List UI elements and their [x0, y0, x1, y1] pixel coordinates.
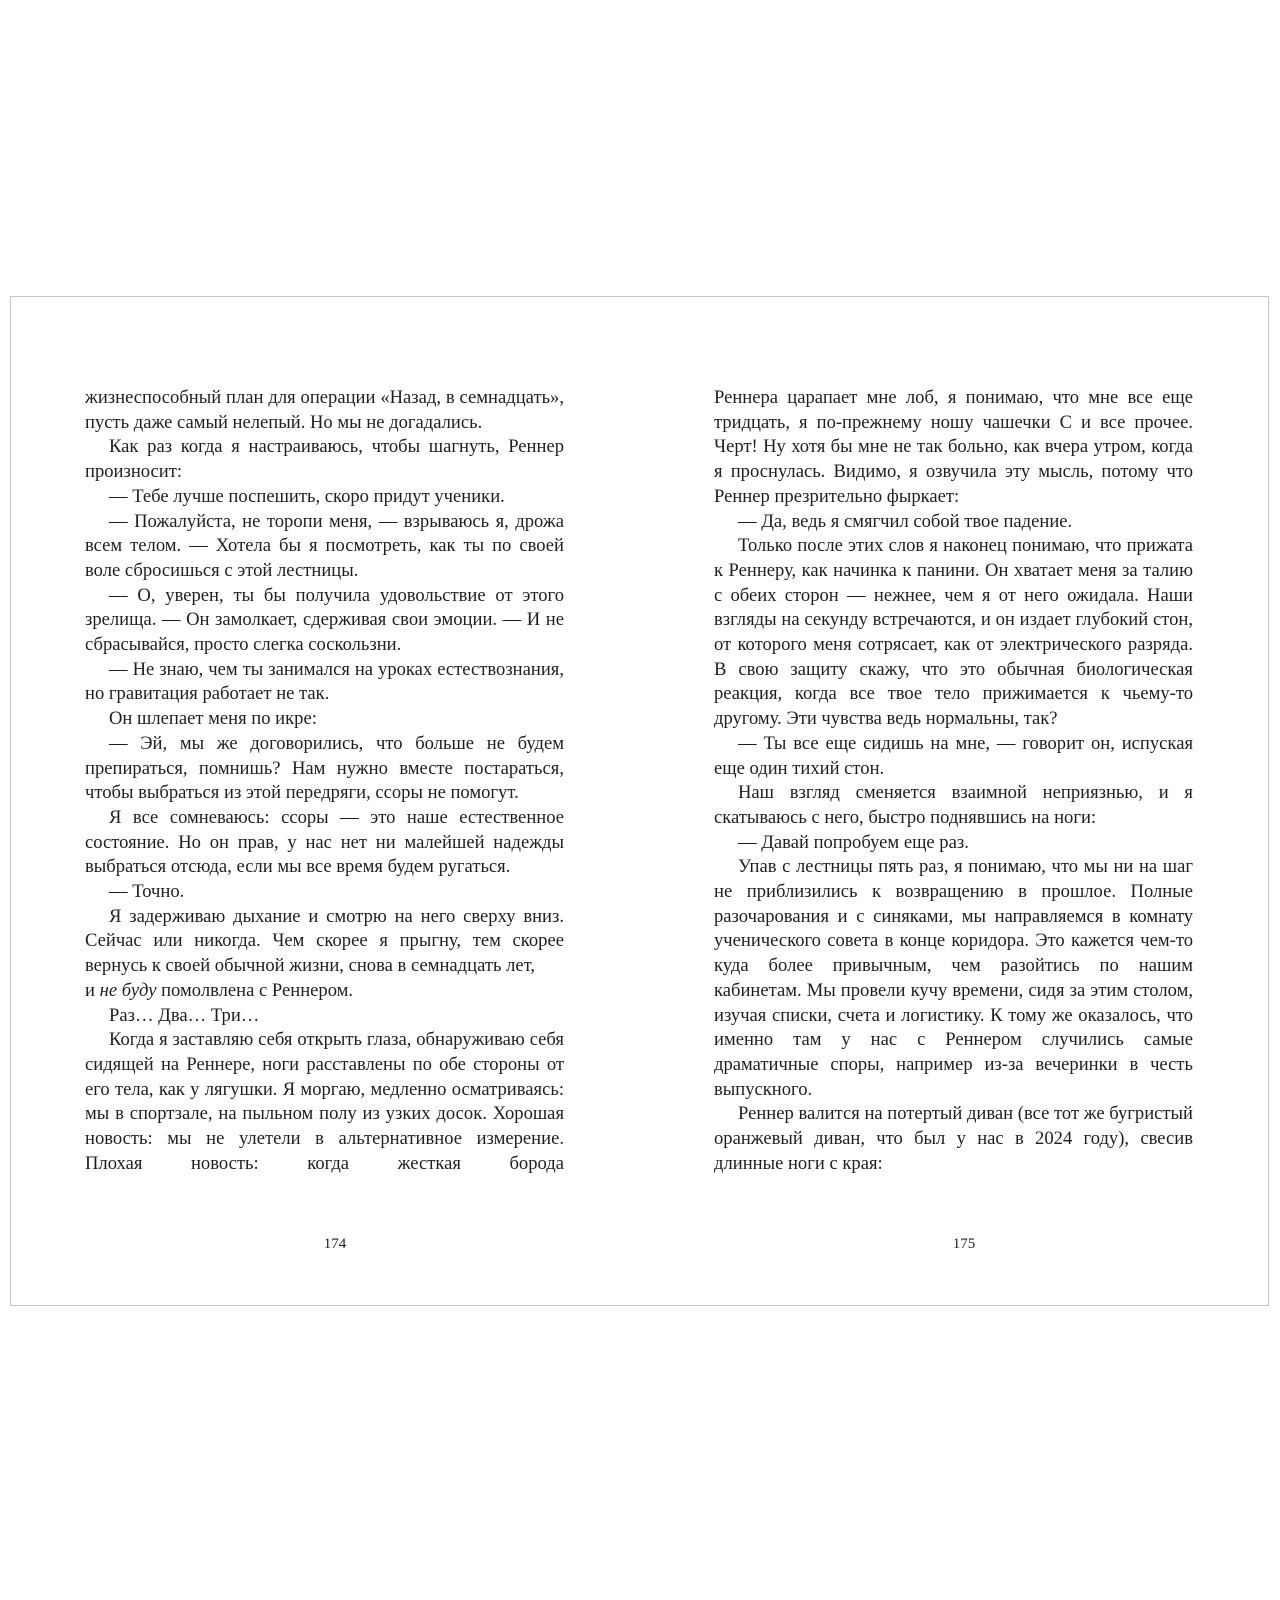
paragraph: Только после этих слов я наконец понимаю, что прижата к Реннеру, как начинка к панини. Он хватает меня за талию с обеих сторон — нежнее, чем я от него ожидала. Наши взгляды на секунду встречаются, и он издает глубокий стон, от которого меня сотрясает, как от электрического разряда. В свою защиту скажу, что это обычная биологическая реакция, когда все твое тело прижимается к чьему-то другому. Эти чувства ведь нормальны, так?	[714, 535, 1193, 730]
paragraph: Реннера царапает мне лоб, я понимаю, что мне все еще тридцать, я по-прежнему ношу чашечки С и все прочее. Черт! Ну хотя бы мне не так больно, как вчера утром, когда я проснулась. Видимо, я озвучила эту мысль, потому что Реннер презрительно фыркает:	[714, 387, 1193, 507]
paragraph: — Давай попробуем еще раз.	[738, 831, 969, 853]
paragraph: Когда я заставляю себя открыть глаза, обнаруживаю себя сидящей на Реннере, ноги расставлены по обе стороны от его тела, как у лягушки. Я моргаю, медленно осматриваясь: мы в спортзале, на пыльном полу из узких досок. Хорошая новость: мы не улетели в альтернативное измерение. Плохая новость: когда жесткая борода	[85, 1029, 564, 1174]
paragraph: — Да, ведь я смягчил собой твое падение.	[738, 510, 1073, 532]
paragraph: — Тебе лучше поспешить, скоро придут ученики.	[109, 485, 505, 507]
paragraph: Упав с лестницы пять раз, я понимаю, что мы ни на шаг не приблизились к возвращению в прошлое. Полные разочарования и с синяками, мы направляемся в комнату ученического совета в конце коридора. Это кажется чем-то куда более привычным, чем разойтись по нашим кабинетам. Мы провели кучу времени, сидя за этим столом, изучая списки, счета и логистику. К тому же оказалось, что именно там у нас с Реннером случились самые драматичные споры, например из-за вечеринки в честь выпускного.	[714, 856, 1193, 1100]
paragraph: жизнеспособный план для операции «Назад, в семнадцать», пусть даже самый нелепый. Но мы не догадались.	[85, 387, 564, 433]
paragraph: — Ты все еще сидишь на мне, — говорит он, испуская еще один тихий стон.	[714, 732, 1193, 779]
page-number-left: 174	[323, 1236, 347, 1252]
text-run: помолвлена с Реннером.	[161, 979, 354, 1001]
paragraph-continuation	[85, 979, 564, 1004]
paragraph: Я все сомневаюсь: ссоры — это наше естественное состояние. Но он прав, у нас нет ни малейшей надежды выбраться отсюда, если мы все время будем ругаться.	[85, 806, 564, 878]
left-page-text	[85, 386, 564, 1177]
paragraph: — О, уверен, ты бы получила удовольствие от этого зрелища. — Он замолкает, сдерживая свои эмоции. — И не сбрасывайся, просто слегка соскользни.	[85, 584, 564, 656]
italic-text: не буду	[99, 979, 157, 1001]
paragraph: Он шлепает меня по икре:	[109, 708, 317, 730]
page-number-right: 175	[952, 1236, 976, 1252]
text-run: и	[85, 979, 95, 1001]
paragraph: Наш взгляд сменяется взаимной неприязнью, и я скатываюсь с него, быстро поднявшись на ноги:	[714, 782, 1193, 828]
paragraph: — Точно.	[109, 881, 185, 903]
book-spread	[10, 296, 1269, 1306]
paragraph: Раз… Два… Три…	[109, 1004, 260, 1026]
paragraph: — Пожалуйста, не торопи меня, — взрываюсь я, дрожа всем телом. — Хотела бы я посмотреть, как ты по своей воле сбросишься с этой лестницы.	[85, 510, 564, 581]
paragraph: Реннер валится на потертый диван (все тот же бугристый оранжевый диван, что был у нас в 2024 году), свесив длинные ноги с края:	[714, 1103, 1193, 1174]
right-page-text	[714, 386, 1193, 1177]
paragraph: Как раз когда я настраиваюсь, чтобы шагнуть, Реннер произносит:	[85, 436, 564, 483]
paragraph: — Эй, мы же договорились, что больше не будем препираться, помнишь? Нам нужно вместе постараться, чтобы выбраться из этой передряги, ссоры не помогут.	[85, 732, 564, 804]
paragraph: Я задерживаю дыхание и смотрю на него сверху вниз. Сейчас или никогда. Чем скорее я прыгну, тем скорее вернусь к своей обычной жизни, снова в семнадцать лет,	[85, 905, 564, 977]
paragraph: — Не знаю, чем ты занимался на уроках естествознания, но гравитация работает не так.	[85, 658, 564, 705]
